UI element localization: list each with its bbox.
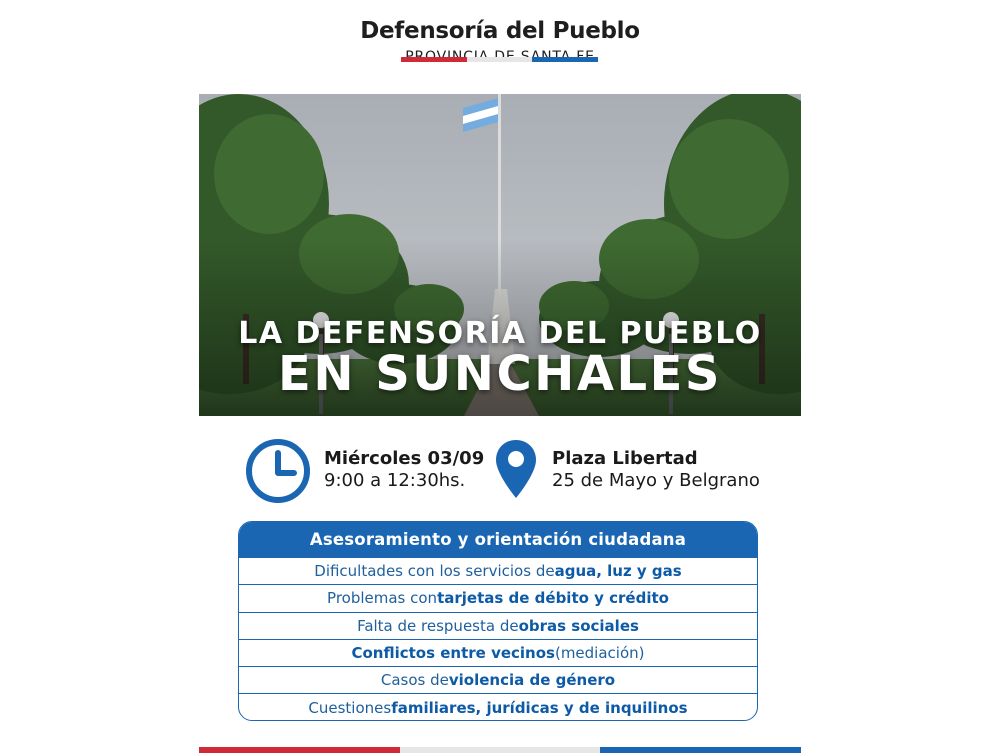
services-card	[238, 521, 758, 721]
event-date: Miércoles 03/09	[324, 448, 485, 469]
org-name: Defensoría del Pueblo	[360, 18, 640, 44]
clock-icon	[245, 438, 311, 504]
footer-red-stripe	[199, 747, 400, 753]
event-datetime	[324, 448, 484, 492]
flag-red-stripe	[401, 57, 467, 62]
service-item: Dificultades con los servicios de agua, luz y gas	[239, 557, 757, 584]
service-item: Falta de respuesta de obras sociales	[239, 612, 757, 639]
footer-blue-stripe	[600, 747, 801, 753]
header-flag-bar	[401, 57, 598, 62]
event-place: Plaza Libertad	[552, 448, 698, 469]
service-item: Conflictos entre vecinos (mediación)	[239, 639, 757, 666]
hero-title-line1: LA DEFENSORÍA DEL PUEBLO	[238, 316, 762, 351]
event-location	[552, 448, 760, 492]
footer-gray-stripe	[400, 747, 601, 753]
footer-flag-bar	[199, 747, 801, 753]
hero-photo	[199, 94, 801, 416]
event-time: 9:00 a 12:30hs.	[324, 470, 466, 491]
flag-gray-stripe	[467, 57, 533, 62]
hero-title-line2: EN SUNCHALES	[278, 346, 722, 402]
services-title: Asesoramiento y orientación ciudadana	[239, 522, 757, 557]
service-item: Casos de violencia de género	[239, 666, 757, 693]
service-item: Problemas con tarjetas de débito y crédito	[239, 584, 757, 611]
flag-blue-stripe	[532, 57, 598, 62]
service-item: Cuestiones familiares, jurídicas y de inquilinos	[239, 693, 757, 720]
event-address: 25 de Mayo y Belgrano	[552, 470, 760, 491]
location-pin-icon	[494, 438, 538, 500]
